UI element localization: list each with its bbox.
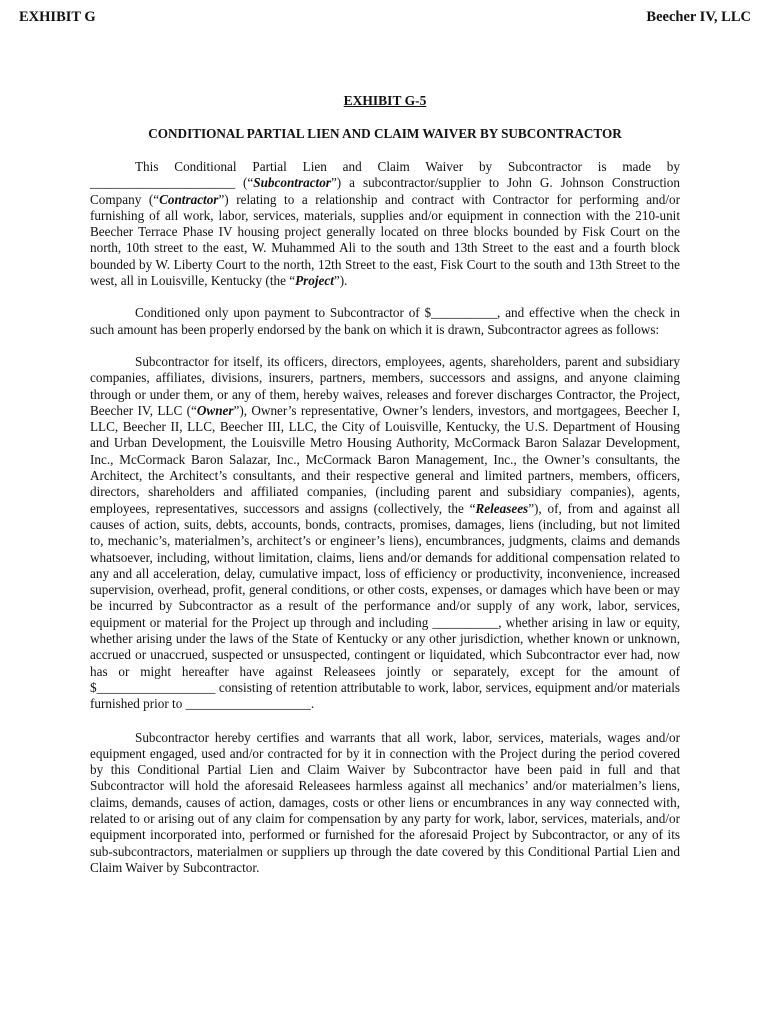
defined-term-contractor: Contractor — [159, 191, 219, 207]
defined-term-project: Project — [295, 273, 334, 289]
paragraph-release-text-c: ”), of, from and against all causes of action, suits, debts, accounts, bonds, contracts, promises, damages, liens (including, but not limited to, mechanic’s, materialmen’s, architect’s or engineer’s liens), encumbrances, judgments, claims and demands whatsoever, including, without limitation, claims, liens and/or demands for additional compensation related to any and all acceleration, delay, cumulative impact, loss of efficiency or productivity, inconvenience, increased supervision, overhead, profit, general conditions, or other costs, expenses, or damages which have been or may be incurred by Subcontractor as a result of the performance and/or supply of any work, labor, services, equipment or material for the Project up through and including __________, whether arising in law or equity, whether arising under the laws of the State of Kentucky or any other jurisdiction, whether known or unknown, accrued or unaccrued, suspected or unsuspected, contingent or liquidated, which Subcontractor ever had, now has or might hereafter have against Releasees jointly or separately, except for the amount of $__________________ consisting of retention attributable to work, labor, services, equipment and/or materials furnished prior to ___________________. — [90, 500, 680, 712]
paragraph-intro-text-a: This Conditional Partial Lien and Claim Waiver by Subcontractor is made by ______________________ (“ — [90, 159, 680, 191]
defined-term-releasees: Releasees — [475, 500, 529, 516]
defined-term-subcontractor: Subcontractor — [253, 175, 331, 191]
document-body — [90, 159, 680, 892]
header-company-name: Beecher IV, LLC — [646, 9, 751, 25]
defined-term-owner: Owner — [196, 402, 234, 418]
paragraph-intro-text-d: ”). — [333, 273, 348, 289]
exhibit-title: EXHIBIT G-5 — [343, 93, 427, 108]
paragraph-release-text-a: Subcontractor for itself, its officers, directors, employees, agents, shareholders, parent and subsidiary companies, affiliates, divisions, insurers, partners, members, successors and assigns, and anyone claiming through or under them, or any of them, hereby waives, releases and forever discharges Contractor, the Project, Beecher IV, LLC (“ — [90, 353, 680, 418]
document-title: CONDITIONAL PARTIAL LIEN AND CLAIM WAIVER BY SUBCONTRACTOR — [148, 126, 622, 141]
paragraph-condition: Conditioned only upon payment to Subcontractor of $__________, and effective when the check in such amount has been properly endorsed by the bank on which it is drawn, Subcontractor agrees as follows: — [90, 305, 680, 337]
paragraph-intro-text-c: ”) relating to a relationship and contract with Contractor for performing and/or furnishing of all work, labor, services, materials, supplies and/or equipment in connection with the 210-unit Beecher Terrace Phase IV housing project generally located on three blocks bounded by Fisk Court on the north, 10th street to the east, W. Muhammed Ali to the south and 13th Street to the east and a fourth block bounded by W. Liberty Court to the north, 12th Street to the east, Fisk Court to the south and 13th Street to the west, all in Louisville, Kentucky (the “ — [90, 191, 680, 289]
paragraph-intro-text-b: ”) a subcontractor/supplier to John G. Johnson Construction Company (“ — [90, 175, 680, 207]
paragraph-release — [90, 354, 680, 713]
paragraph-intro — [90, 159, 680, 289]
paragraph-certification: Subcontractor hereby certifies and warrants that all work, labor, services, materials, wages and/or equipment engaged, used and/or contracted for by it in connection with the Project during the period covered by this Conditional Partial Lien and Claim Waiver by Subcontractor have been paid in full and that Subcontractor will hold the aforesaid Releasees harmless against all mechanics’ and/or materialmen’s liens, claims, demands, causes of action, damages, costs or other liens or encumbrances in any way connected with, related to or arising out of any claim for compensation by any party for work, labor, services, materials, and/or equipment incorporated into, performed or furnished for the aforesaid Project by Subcontractor, or any of its sub-subcontractors, materialmen or suppliers up through the date covered by this Conditional Partial Lien and Claim Waiver by Subcontractor. — [90, 729, 680, 875]
header-exhibit-label: EXHIBIT G — [19, 9, 96, 25]
paragraph-release-text-b: ”), Owner’s representative, Owner’s lenders, investors, and mortgagees, Beecher I, LLC, Beecher II, LLC, Beecher III, LLC, the City of Louisville, Kentucky, the U.S. Department of Housing and Urban Development, the Louisville Metro Housing Authority, McCormack Baron Salazar Development, Inc., McCormack Baron Salazar, Inc., McCormack Baron Management, Inc., the Owner’s consultants, the Architect, the Architect’s consultants, and their respective general and limited partners, members, officers, directors, shareholders and affiliated companies, (including parent and subsidiary companies), agents, employees, representatives, successors and assigns (collectively, the “ — [90, 402, 680, 516]
